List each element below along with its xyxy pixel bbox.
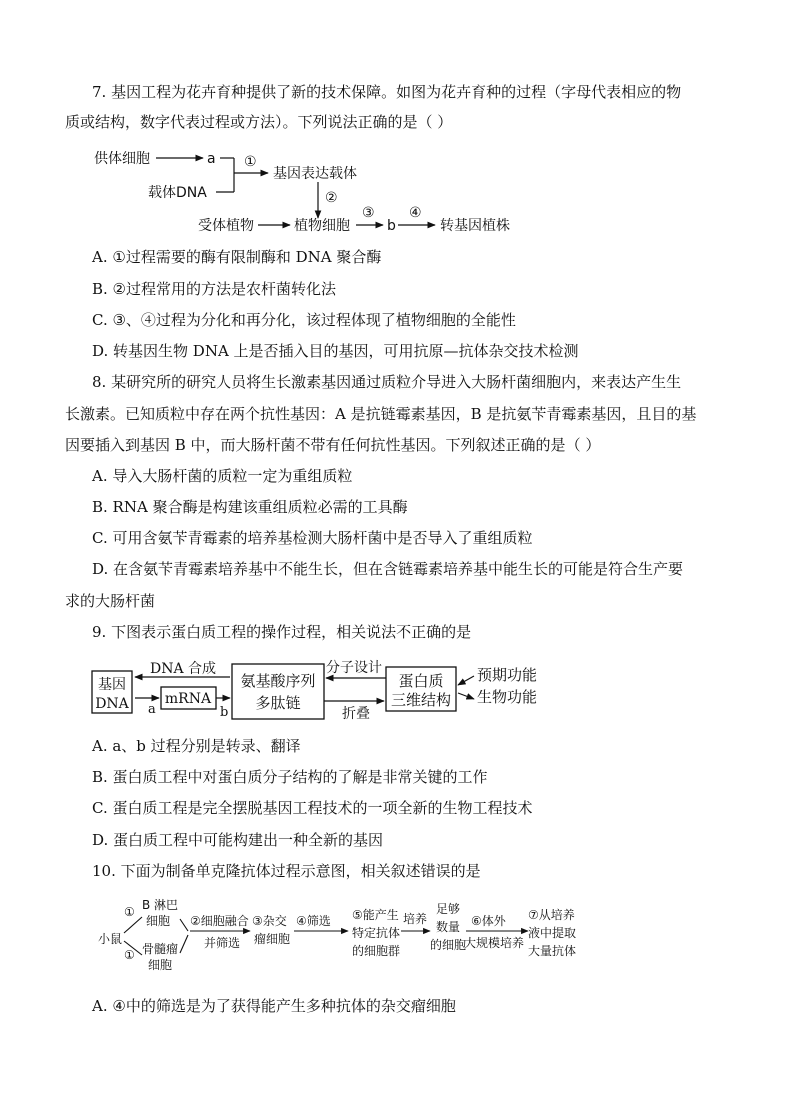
q10-b-cell-line1: B 淋巴 [142, 898, 179, 912]
q10-step5-line1: ⑤能产生 [352, 908, 399, 922]
q10-enough-line3: 的细胞 [430, 938, 467, 952]
q7-a: a [207, 151, 216, 167]
q9-dna-synth: DNA 合成 [149, 661, 217, 677]
q10-step5-line2: 特定抗体 [352, 926, 401, 940]
q7-stem-line2: 质或结构，数字代表过程或方法）。下列说法正确的是（ ） [65, 113, 453, 131]
q8-option-b: B. RNA 聚合酶是构建该重组质粒必需的工具酶 [92, 498, 408, 516]
q10-step3-line2: 瘤细胞 [254, 932, 291, 946]
q9-a: a [148, 702, 156, 717]
q10-step4: ④筛选 [296, 914, 331, 928]
q7-b: b [387, 218, 396, 234]
q7-step1: ① [244, 154, 257, 170]
q7-expr-vector: 基因表达载体 [273, 166, 357, 182]
q9-mrna: mRNA [164, 691, 212, 707]
q10-b-cell-line2: 细胞 [146, 914, 171, 928]
q7-step3: ③ [362, 205, 375, 221]
q8-option-a: A. 导入大肠杆菌的质粒一定为重组质粒 [92, 467, 353, 485]
q7-option-c: C. ③、④过程为分化和再分化，该过程体现了植物细胞的全能性 [92, 311, 516, 329]
q10-mouse: 小鼠 [98, 932, 123, 946]
q9-option-c: C. 蛋白质工程是完全摆脱基因工程技术的一项全新的生物工程技术 [92, 799, 533, 817]
q10-step7-line3: 大量抗体 [528, 944, 576, 958]
q9-mol-design: 分子设计 [326, 660, 382, 676]
q8-option-d: D. 在含氨苄青霉素培养基中不能生长，但在含链霉素培养基中能生长的可能是符合生产要 [92, 560, 684, 578]
q10-option-a: A. ④中的筛选是为了获得能产生多种抗体的杂交瘤细胞 [92, 997, 456, 1015]
q10-step1-lower: ① [124, 948, 135, 962]
q7-diagram [90, 142, 540, 238]
q9-b: b [220, 705, 229, 720]
q9-gene-line1: 基因 [98, 677, 126, 693]
q9-aa-line2: 多肽链 [255, 694, 301, 712]
q9-protein-line2: 三维结构 [390, 691, 452, 709]
q10-culture: 培养 [403, 912, 428, 926]
q9-stem: 9. 下图表示蛋白质工程的操作过程，相关说法不正确的是 [92, 623, 472, 641]
q10-enough-line2: 数量 [436, 920, 461, 934]
q7-plant-cell: 植物细胞 [294, 218, 350, 234]
q10-diagram [96, 895, 576, 975]
q10-myeloma-line1: 骨髓瘤 [142, 942, 179, 956]
q7-option-b: B. ②过程常用的方法是农杆菌转化法 [92, 280, 337, 298]
q9-gene-line2: DNA [95, 696, 129, 712]
q7-donor: 供体细胞 [94, 151, 150, 167]
q7-recipient: 受体植物 [198, 218, 254, 234]
q10-enough-line1: 足够 [436, 902, 461, 916]
q8-stem-line2: 长激素。已知质粒中存在两个抗性基因：A 是抗链霉素基因，B 是抗氨苄青霉素基因，且目的基 [65, 405, 697, 423]
q9-option-d: D. 蛋白质工程中可能构建出一种全新的基因 [92, 831, 384, 849]
q8-stem-line1: 8. 某研究所的研究人员将生长激素基因通过质粒介导进入大肠杆菌细胞内，来表达产生生 [92, 373, 682, 391]
q9-protein-line1: 蛋白质 [398, 672, 444, 690]
q9-expected: 预期功能 [477, 666, 538, 684]
q9-option-b: B. 蛋白质工程中对蛋白质分子结构的了解是非常关键的工作 [92, 768, 488, 786]
q8-option-c: C. 可用含氨苄青霉素的培养基检测大肠杆菌中是否导入了重组质粒 [92, 529, 533, 547]
q10-step1-upper: ① [124, 905, 135, 919]
q10-step7-line2: 液中提取 [528, 926, 576, 940]
q9-aa-line1: 氨基酸序列 [240, 672, 316, 690]
q8-stem-line3: 因要插入到基因 B 中，而大肠杆菌不带有任何抗性基因。下列叙述正确的是（ ） [65, 436, 601, 454]
q10-myeloma-line2: 细胞 [148, 958, 173, 972]
q7-option-a: A. ①过程需要的酶有限制酶和 DNA 聚合酶 [92, 248, 382, 266]
q10-step6-line1: ⑥体外 [471, 914, 506, 928]
q10-stem: 10. 下面为制备单克隆抗体过程示意图，相关叙述错误的是 [92, 862, 481, 880]
q9-diagram [90, 656, 550, 724]
q7-vector: 载体DNA [148, 185, 207, 201]
q9-option-a: A. a、b 过程分别是转录、翻译 [92, 737, 301, 755]
q7-step2: ② [325, 190, 338, 206]
q10-step3-line1: ③杂交 [252, 914, 287, 928]
q10-step2-line2: 并筛选 [204, 936, 241, 950]
q10-step2-line1: ②细胞融合 [190, 914, 249, 928]
q10-step5-line3: 的细胞群 [352, 944, 401, 958]
q7-stem-line1: 7. 基因工程为花卉育种提供了新的技术保障。如图为花卉育种的过程（字母代表相应的物 [92, 83, 682, 101]
q9-bio-func: 生物功能 [477, 688, 538, 706]
q9-fold: 折叠 [342, 706, 370, 722]
q8-option-d-cont: 求的大肠杆菌 [65, 592, 156, 610]
q10-step6-line2: 大规模培养 [464, 936, 525, 950]
q7-step4: ④ [409, 205, 422, 221]
q7-option-d: D. 转基因生物 DNA 上是否插入目的基因，可用抗原—抗体杂交技术检测 [92, 342, 579, 360]
q10-step7-line1: ⑦从培养 [528, 908, 575, 922]
q7-transgenic: 转基因植株 [440, 218, 510, 234]
